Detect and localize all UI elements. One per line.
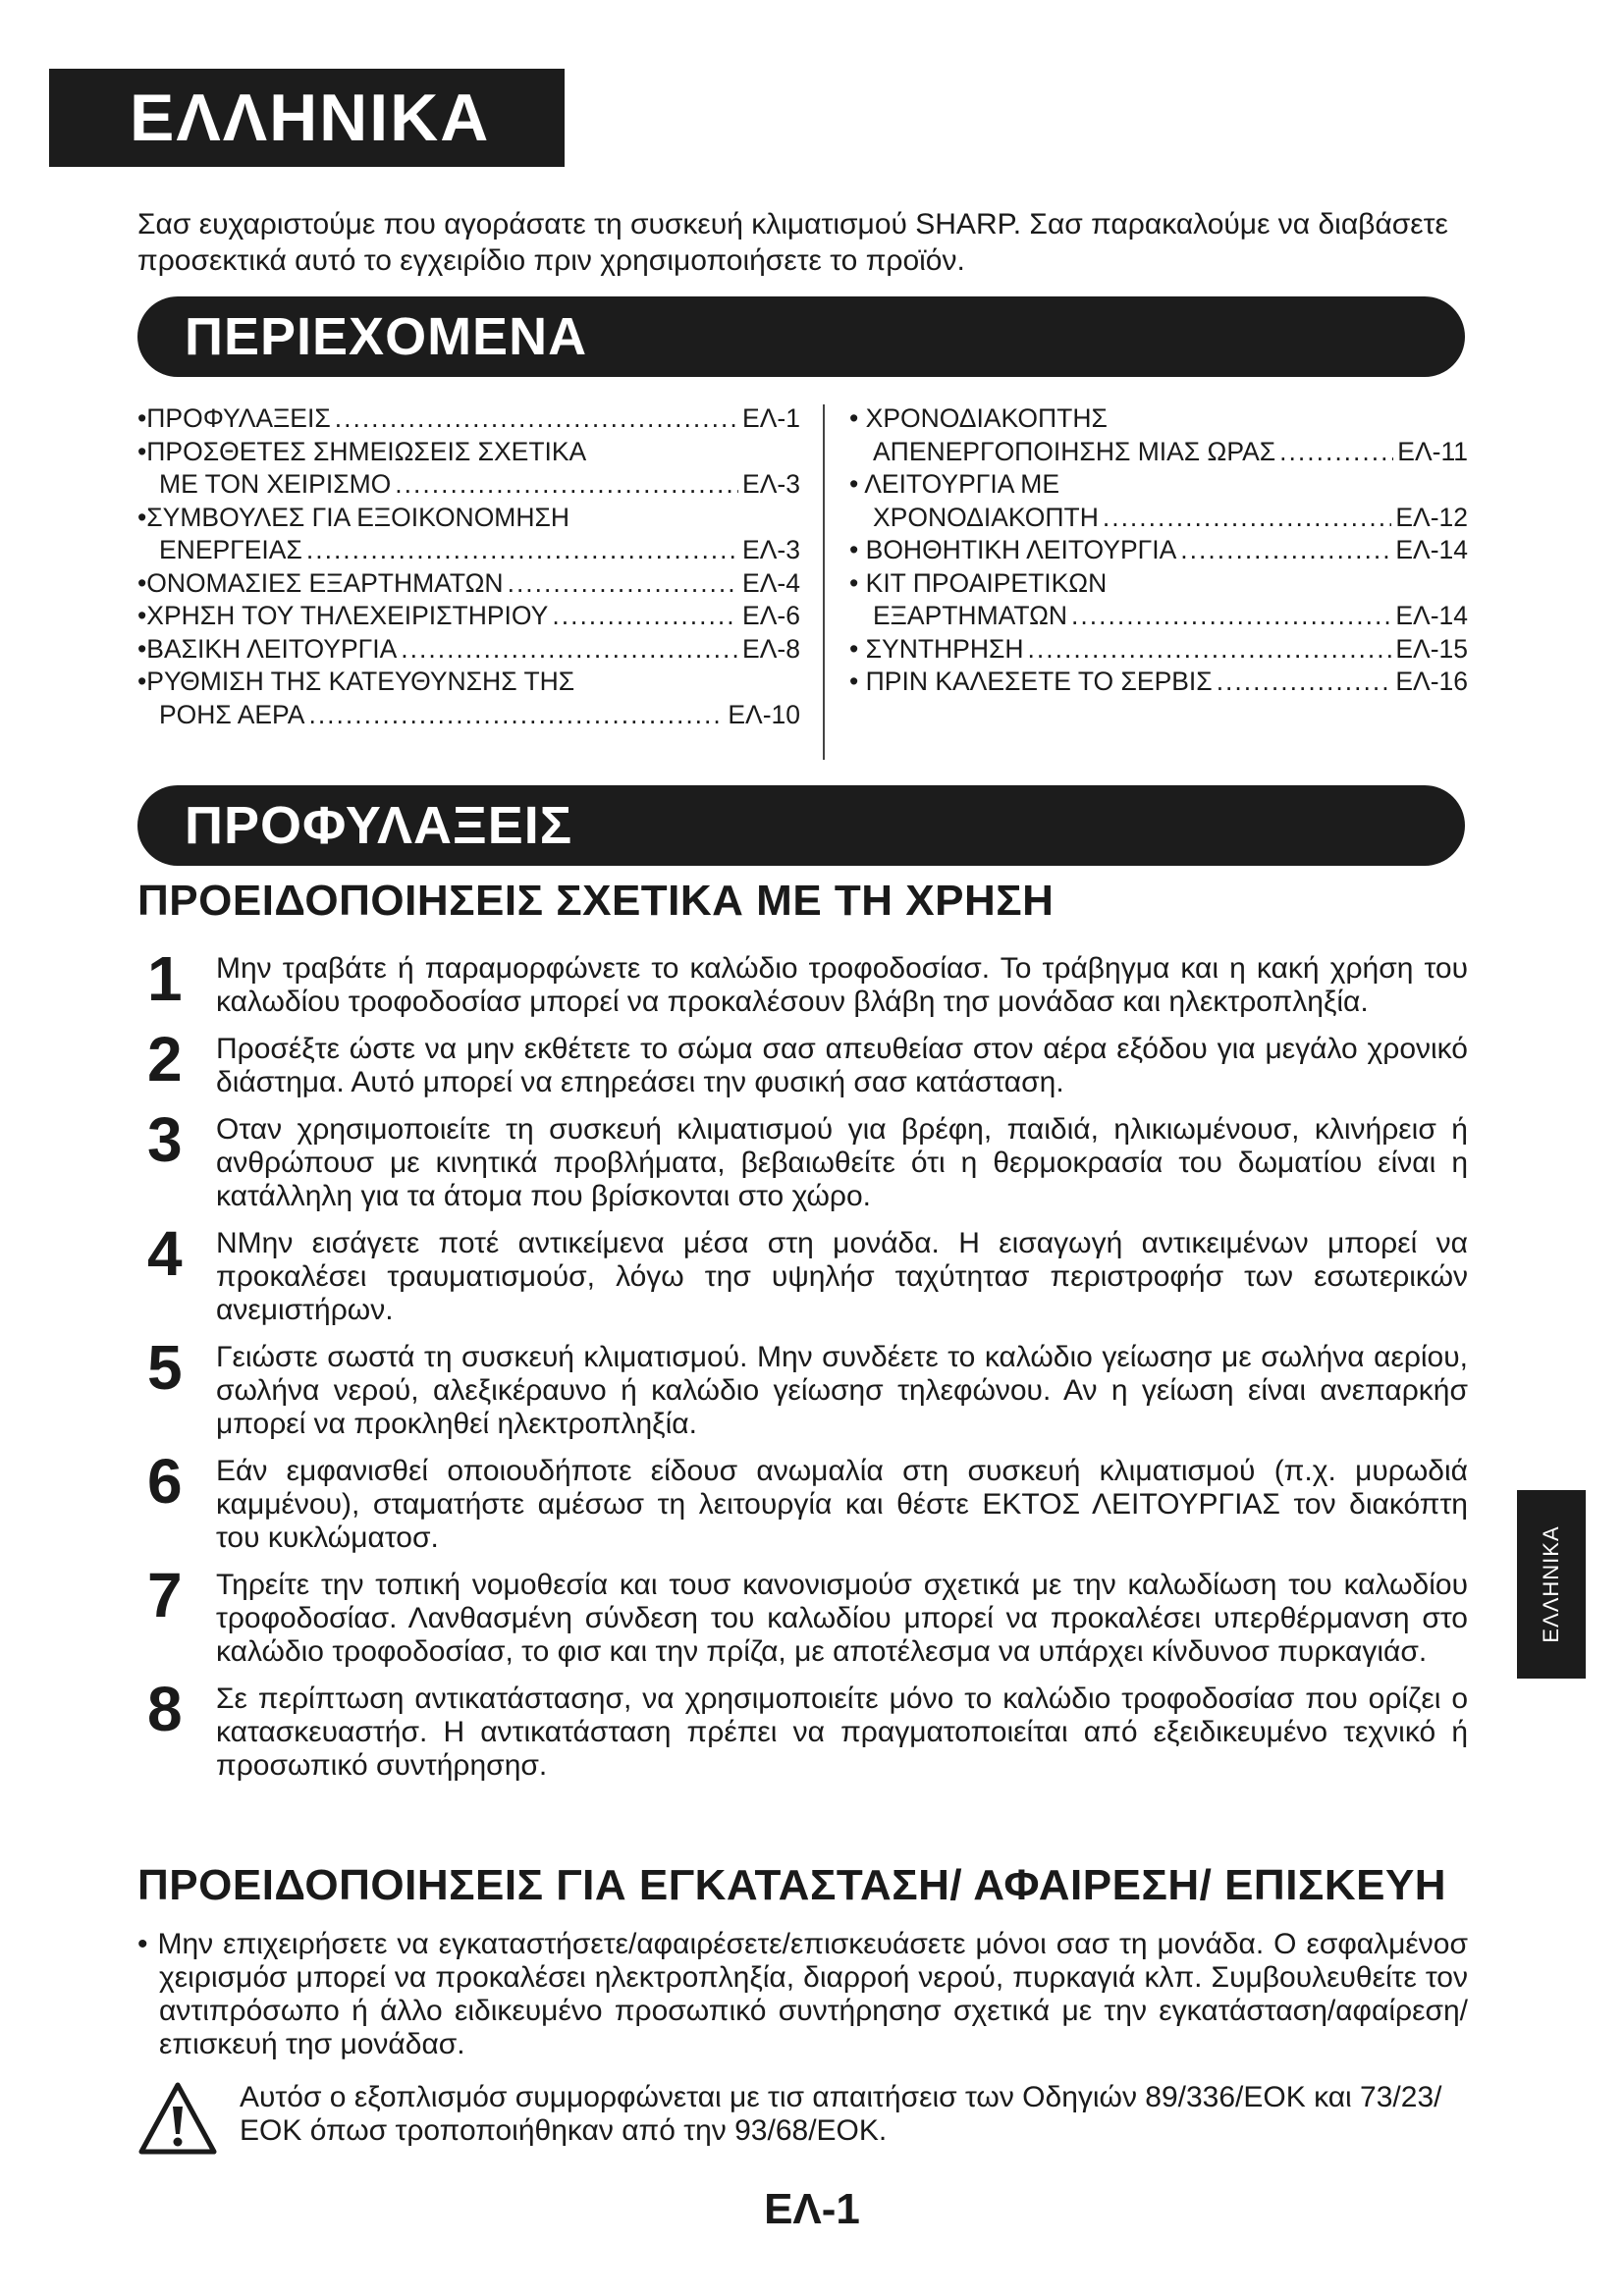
toc-entry	[849, 633, 1468, 667]
compliance-notice	[137, 2081, 1473, 2156]
toc-entry-line	[137, 699, 800, 732]
toc-entry-title: ΒΟΗΘΗΤΙΚΗ ΛΕΙΤΟΥΡΓΙΑ	[865, 535, 1177, 564]
installation-warning-text: • Μην επιχειρήσετε να εγκαταστήσετε/αφαιρέσετε/επισκευάσετε μόνοι σασ τη μονάδα. Ο εσφαλμένοσ χειρισμόσ μπορεί να προκαλέσει ηλεκτροπληξία, διαρροή νερού, πυρκαγιά κλπ. Συμβουλευθείτε τον αντιπρόσωπο ή άλλο ειδικευμένο προσωπικό συντήρησησ σχετικά με την εγκατάσταση/αφαίρεση/επισκευή τησ μονάδασ.	[137, 1928, 1468, 2060]
toc-bullet: •	[137, 403, 147, 433]
toc-page-ref: ΕΛ-10	[728, 699, 800, 729]
toc-entry-line	[849, 600, 1468, 633]
warning-item	[147, 1024, 1468, 1099]
toc-bullet: •	[849, 535, 866, 564]
toc-bullet: •	[849, 633, 866, 664]
toc-entry-label	[137, 633, 397, 667]
warning-item	[147, 1218, 1468, 1327]
toc-entry-label	[137, 436, 800, 469]
warning-text: Οταν χρησιμοποιείτε τη συσκευή κλιματισμού για βρέφη, παιδιά, ηλικιωμένουσ, κλινήρεισ ή ανθρώπουσ με κινητικά προβλήματα, βεβαιωθείτε ότι η θερμοκρασία του δωματίου είναι η κατάλληλη για τα άτομα που βρίσκονται στο χώρο.	[216, 1113, 1468, 1212]
toc-page-ref: ΕΛ-6	[742, 601, 800, 630]
toc-leader-dots	[1071, 600, 1391, 633]
installation-warnings-heading: ΠΡΟΕΙΔΟΠΟΙΗΣΕΙΣ ΓΙΑ ΕΓΚΑΤΑΣΤΑΣΗ/ ΑΦΑΙΡΕΣΗ/ ΕΠΙΣΚΕΥΗ	[137, 1861, 1447, 1909]
toc-entry-title: ΚΙΤ ΠΡΟΑΙΡΕΤΙΚΩΝ	[865, 567, 1108, 598]
page-number: ΕΛ-1	[764, 2185, 860, 2233]
precautions-heading: ΠΡΟΦΥΛΑΞΕΙΣ	[137, 785, 1465, 866]
warning-number: 6	[147, 1446, 183, 1517]
toc-entry-title: ΟΝΟΜΑΣΙΕΣ ΕΞΑΡΤΗΜΑΤΩΝ	[146, 567, 504, 598]
toc-entry-line	[137, 402, 800, 436]
installation-warning-bullet	[137, 1928, 1468, 2061]
toc-page-ref: ΕΛ-15	[1395, 633, 1468, 664]
toc-entry-title-continued: ΧΡΟΝΟΔΙΑΚΟΠΤΗ	[873, 502, 1099, 532]
warning-number: 2	[147, 1024, 183, 1095]
toc-entry-title: ΧΡΗΣΗ ΤΟΥ ΤΗΛΕΧΕΙΡΙΣΤΗΡΙΟΥ	[146, 601, 549, 630]
toc-entry	[137, 666, 800, 731]
toc-entry-title: ΠΡΙΝ ΚΑΛΕΣΕΤΕ ΤΟ ΣΕΡΒΙΣ	[865, 667, 1213, 696]
warning-item	[147, 1332, 1468, 1441]
toc-leader-dots	[335, 402, 738, 436]
toc-entry-line	[849, 666, 1468, 699]
intro-paragraph: Σασ ευχαριστούμε που αγοράσατε τη συσκευή κλιματισμού SHARP. Σασ παρακαλούμε να διαβάσετε προσεκτικά αυτό το εγχειρίδιο πριν χρησιμοποιήσετε το προϊόν.	[137, 208, 1448, 277]
warning-item	[147, 1104, 1468, 1213]
toc-entry-label	[849, 633, 1024, 667]
toc-entry-title: ΡΥΘΜΙΣΗ ΤΗΣ ΚΑΤΕΥΘΥΝΣΗΣ ΤΗΣ	[146, 667, 575, 696]
toc-bullet: •	[137, 436, 147, 466]
toc-entry-line	[137, 567, 800, 601]
warning-item	[147, 1674, 1468, 1783]
toc-entry	[849, 402, 1468, 468]
toc-page-ref: ΕΛ-3	[742, 535, 800, 564]
toc-page-ref: ΕΛ-16	[1395, 667, 1468, 696]
toc-bullet: •	[849, 567, 866, 598]
usage-warnings-list	[147, 943, 1468, 1794]
warning-item	[147, 1446, 1468, 1555]
contents-divider	[823, 404, 825, 760]
toc-entry	[137, 567, 800, 601]
usage-warnings-heading: ΠΡΟΕΙΔΟΠΟΙΗΣΕΙΣ ΣΧΕΤΙΚΑ ΜΕ ΤΗ ΧΡΗΣΗ	[137, 877, 1055, 925]
toc-entry-line	[137, 534, 800, 567]
warning-item	[147, 943, 1468, 1019]
toc-bullet: •	[849, 403, 866, 433]
toc-entry-line	[137, 600, 800, 633]
toc-entry-label	[849, 567, 1468, 601]
toc-entry-title: ΣΥΝΤΗΡΗΣΗ	[865, 633, 1024, 664]
toc-entry	[137, 633, 800, 667]
toc-leader-dots	[1279, 436, 1393, 469]
toc-page-ref: ΕΛ-3	[742, 469, 800, 499]
toc-entry	[849, 567, 1468, 633]
compliance-text: Αυτόσ ο εξοπλισμόσ συμμορφώνεται με τισ απαιτήσεισ των Οδηγιών 89/336/ΕΟΚ και 73/23/ΕΟΚ όπωσ τροποποιήθηκαν από την 93/68/ΕΟΚ.	[240, 2081, 1442, 2147]
toc-entry-title: ΠΡΟΦΥΛΑΞΕΙΣ	[146, 403, 331, 433]
contents-left-column	[137, 402, 800, 731]
toc-page-ref: ΕΛ-12	[1395, 502, 1468, 532]
toc-bullet: •	[137, 567, 147, 598]
toc-entry-label	[849, 666, 1213, 699]
toc-leader-dots	[508, 567, 738, 601]
warning-text: Τηρείτε την τοπική νομοθεσία και τουσ κανονισμούσ σχετικά με την καλωδίωση του καλωδίου τροφοδοσίασ. Λανθασμένη σύνδεση του καλωδίου μπορεί να προκαλέσει υπερθέρμανση στο καλώδιο τροφοδοσίασ, το φισ και την πρίζα, με αποτέλεσμα να υπάρχει κίνδυνοσ πυρκαγιάσ.	[216, 1569, 1468, 1668]
toc-entry	[137, 402, 800, 436]
language-title: ΕΛΛΗΝΙΚΑ	[49, 69, 565, 167]
toc-entry-title: ΛΕΙΤΟΥΡΓΙΑ ΜΕ	[864, 469, 1060, 499]
toc-entry-line	[137, 468, 800, 502]
toc-entry-title-continued: ΑΠΕΝΕΡΓΟΠΟΙΗΣΗΣ ΜΙΑΣ ΩΡΑΣ	[873, 436, 1276, 466]
toc-entry-label	[137, 666, 800, 699]
warning-number: 1	[147, 943, 183, 1014]
toc-page-ref: ΕΛ-4	[742, 567, 800, 598]
warning-triangle-icon	[137, 2081, 218, 2156]
toc-entry-label	[137, 567, 504, 601]
toc-entry-line	[849, 502, 1468, 535]
toc-entry-label	[849, 402, 1468, 436]
toc-entry	[137, 436, 800, 502]
warning-number: 8	[147, 1674, 183, 1744]
toc-page-ref: ΕΛ-14	[1395, 601, 1468, 630]
warning-item	[147, 1560, 1468, 1669]
toc-entry-title: ΣΥΜΒΟΥΛΕΣ ΓΙΑ ΕΞΟΙΚΟΝΟΜΗΣΗ	[146, 502, 570, 532]
toc-entry-line	[849, 436, 1468, 469]
toc-leader-dots	[308, 699, 724, 732]
warning-text: Γειώστε σωστά τη συσκευή κλιματισμού. Μην συνδέετε το καλώδιο γείωσησ με σωλήνα αερίου, σωλήνα νερού, αλεξικέραυνο ή καλώδιο γείωσησ τηλεφώνου. Αν η γείωση είναι ανεπαρκήσ μπορεί να προκληθεί ηλεκτροπληξία.	[216, 1341, 1468, 1440]
toc-entry	[849, 534, 1468, 567]
toc-entry-title-continued: ΜΕ ΤΟΝ ΧΕΙΡΙΣΜΟ	[159, 469, 392, 499]
toc-leader-dots	[552, 600, 738, 633]
contents-heading: ΠΕΡΙΕΧΟΜΕΝΑ	[137, 296, 1465, 377]
warning-number: 3	[147, 1104, 183, 1175]
toc-bullet: •	[137, 633, 147, 664]
toc-bullet: •	[849, 667, 866, 696]
toc-entry-label	[137, 600, 548, 633]
toc-entry	[137, 502, 800, 567]
toc-entry-line	[137, 633, 800, 667]
toc-leader-dots	[1103, 502, 1391, 535]
toc-entry-label	[849, 534, 1176, 567]
toc-page-ref: ΕΛ-1	[742, 403, 800, 433]
toc-leader-dots	[1217, 666, 1392, 699]
toc-entry-title: ΠΡΟΣΘΕΤΕΣ ΣΗΜΕΙΩΣΕΙΣ ΣΧΕΤΙΚΑ	[146, 436, 587, 466]
warning-text: ΝΜην εισάγετε ποτέ αντικείμενα μέσα στη μονάδα. Η εισαγωγή αντικειμένων μπορεί να προκαλέσει τραυματισμούσ, λόγω τησ υψηλήσ ταχύτητασ περιστροφήσ των εσωτερικών ανεμιστήρων.	[216, 1227, 1468, 1326]
toc-entry-line	[849, 534, 1468, 567]
toc-entry-label	[137, 502, 800, 535]
contents-right-column	[849, 402, 1468, 699]
toc-entry	[849, 666, 1468, 699]
toc-bullet: •	[849, 469, 865, 499]
toc-entry	[849, 468, 1468, 534]
toc-entry-label	[137, 402, 331, 436]
toc-leader-dots	[401, 633, 738, 667]
toc-entry-title-continued: ΕΞΑΡΤΗΜΑΤΩΝ	[873, 601, 1068, 630]
toc-page-ref: ΕΛ-8	[742, 633, 800, 664]
toc-page-ref: ΕΛ-14	[1395, 535, 1468, 564]
toc-leader-dots	[306, 534, 738, 567]
toc-bullet: •	[137, 601, 147, 630]
toc-entry-title-continued: ΡΟΗΣ ΑΕΡΑ	[159, 699, 305, 729]
toc-entry	[137, 600, 800, 633]
toc-bullet: •	[137, 667, 147, 696]
toc-entry-title-continued: ΕΝΕΡΓΕΙΑΣ	[159, 535, 302, 564]
toc-leader-dots	[1180, 534, 1391, 567]
language-side-tab	[1517, 1490, 1586, 1679]
warning-number: 4	[147, 1218, 183, 1289]
toc-leader-dots	[1028, 633, 1392, 667]
warning-text: Μην τραβάτε ή παραμορφώνετε το καλώδιο τροφοδοσίασ. Το τράβηγμα και η κακή χρήση του καλωδίου τροφοδοσίασ μπορεί να προκαλέσουν βλάβη τησ μονάδασ και ηλεκτροπληξία.	[216, 952, 1468, 1018]
toc-leader-dots	[395, 468, 738, 502]
warning-number: 5	[147, 1332, 183, 1403]
warning-text: Εάν εμφανισθεί οποιουδήποτε είδουσ ανωμαλία στη συσκευή κλιματισμού (π.χ. μυρωδιά καμμένου), σταματήστε αμέσωσ τη λειτουργία και θέστε ΕΚΤΟΣ ΛΕΙΤΟΥΡΓΙΑΣ τον διακόπτη του κυκλώματοσ.	[216, 1455, 1468, 1554]
toc-entry-title: ΧΡΟΝΟΔΙΑΚΟΠΤΗΣ	[865, 403, 1108, 433]
side-tab-label: ΕΛΛΗΝΙΚΑ	[1539, 1525, 1563, 1643]
toc-entry-line	[849, 633, 1468, 667]
warning-text: Σε περίπτωση αντικατάστασησ, να χρησιμοποιείτε μόνο το καλώδιο τροφοδοσίασ που ορίζει ο κατασκευαστήσ. Η αντικατάσταση πρέπει να πραγματοποιείται από εξειδικευμένο τεχνικό ή προσωπικό συντήρησησ.	[216, 1682, 1468, 1782]
warning-number: 7	[147, 1560, 183, 1630]
toc-entry-label	[849, 468, 1468, 502]
warning-text: Προσέξτε ώστε να μην εκθέτετε το σώμα σασ απευθείασ στον αέρα εξόδου για μεγάλο χρονικό διάστημα. Αυτό μπορεί να επηρεάσει την φυσική σασ κατάσταση.	[216, 1033, 1468, 1098]
toc-page-ref: ΕΛ-11	[1397, 436, 1468, 466]
toc-bullet: •	[137, 502, 147, 532]
toc-entry-title: ΒΑΣΙΚΗ ΛΕΙΤΟΥΡΓΙΑ	[146, 633, 398, 664]
